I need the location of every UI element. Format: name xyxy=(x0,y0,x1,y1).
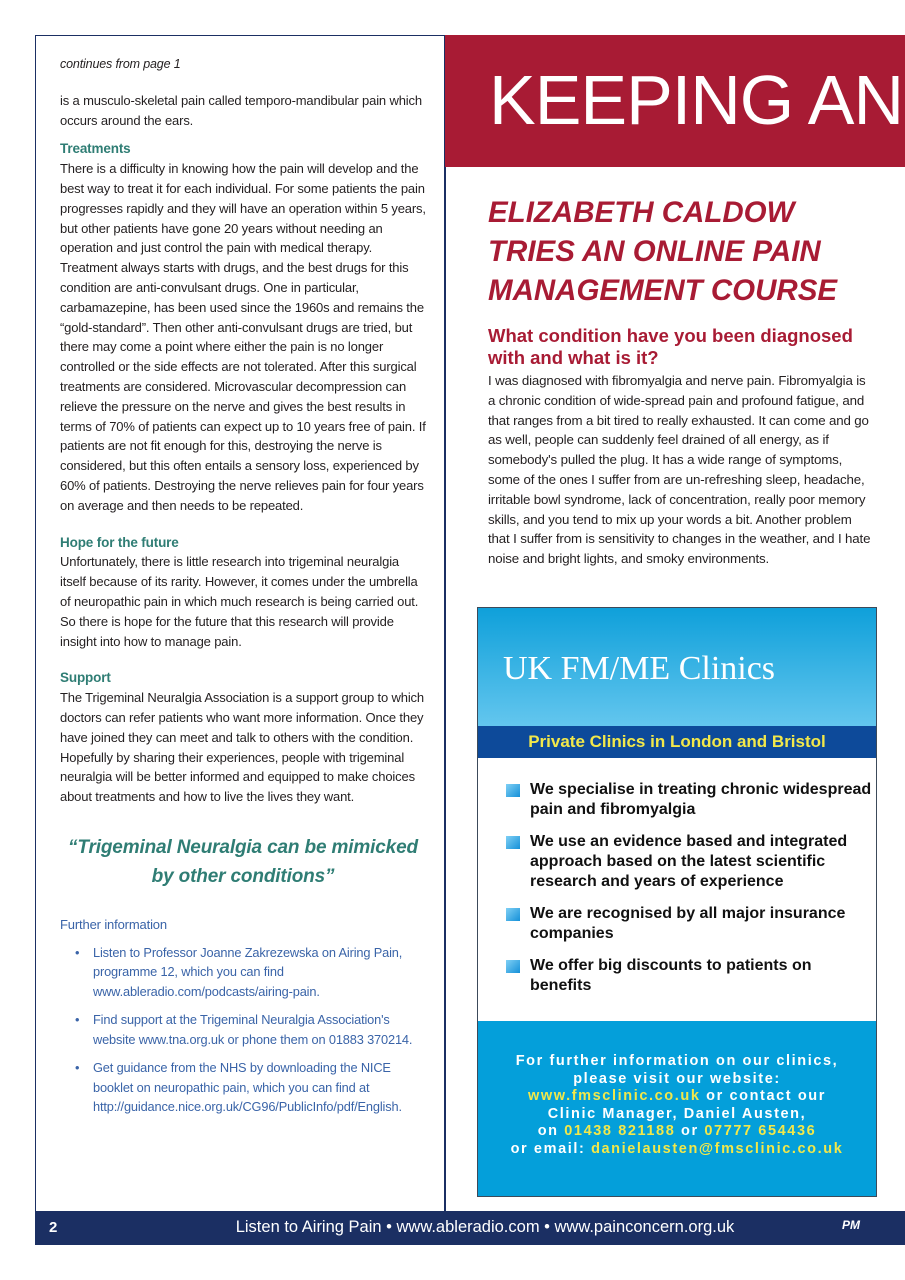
square-bullet-icon xyxy=(506,960,520,973)
column-divider xyxy=(444,35,446,1211)
further-info-list xyxy=(60,943,426,1117)
advert-bullet-text: We specialise in treating chronic widespread pain and fibromyalgia xyxy=(530,781,872,818)
article-headline: ELIZABETH CALDOW TRIES AN ONLINE PAIN MANAGEMENT COURSE xyxy=(488,196,838,307)
contact-text: or xyxy=(675,1123,705,1139)
advert-bullet xyxy=(506,904,876,944)
advert-bullet xyxy=(506,832,876,892)
section-text-support: The Trigeminal Neuralgia Association is a support group to which doctors can refer patients who want more information. Once they have joined they can meet and talk to others with the condition. Hopefully by sharing their experiences, people with trigeminal neuralgia will be better informed and equipped to make choices about treatments and how to live the lives they want. xyxy=(60,690,424,805)
contact-text: or email: xyxy=(510,1140,592,1157)
advert-bullets xyxy=(478,758,876,1021)
square-bullet-icon xyxy=(506,908,520,921)
advert-bullet xyxy=(506,780,876,820)
square-bullet-icon xyxy=(506,836,520,849)
advert-title: UK FM/ME Clinics xyxy=(478,608,876,726)
contact-line: For further information on our clinics, xyxy=(515,1053,839,1069)
further-info-item: • Find support at the Trigeminal Neuralgia Association's website www.tna.org.uk or phone them on 01883 370214. xyxy=(60,1010,426,1049)
contact-line: Clinic Manager, Daniel Austen, xyxy=(547,1105,807,1122)
contact-text: on xyxy=(537,1123,565,1139)
contact-line: or contact our xyxy=(700,1088,826,1104)
email-link[interactable]: danielausten@fmsclinic.co.uk xyxy=(591,1140,844,1157)
further-info-item: • Get guidance from the NHS by downloading the NICE booklet on neuropathic pain, which you can find at http://guidance.nice.org.uk/CG96/PublicInfo/pdf/English. xyxy=(60,1058,426,1117)
advert-bullet-text: We offer big discounts to patients on benefits xyxy=(530,957,812,994)
pull-quote: “Trigeminal Neuralgia can be mimicked by other conditions” xyxy=(68,836,418,887)
continues-note: continues from page 1 xyxy=(60,57,181,71)
phone-1: 01438 821188 xyxy=(564,1123,676,1139)
left-column xyxy=(60,55,426,1126)
contact-line: please visit our website: xyxy=(573,1070,781,1087)
pm-logo: PM xyxy=(842,1218,860,1232)
right-column xyxy=(488,193,873,569)
footer xyxy=(35,1211,905,1245)
section-banner: KEEPING AN xyxy=(445,35,905,167)
footer-text: Listen to Airing Pain • www.ableradio.com • www.painconcern.org.uk xyxy=(235,1218,735,1236)
advert-contact xyxy=(478,1021,876,1196)
further-info-item: • Listen to Professor Joanne Zakrezewska on Airing Pain, programme 12, which you can find www.ableradio.com/podcasts/airing-pain. xyxy=(60,943,426,1002)
website-link[interactable]: www.fmsclinic.co.uk xyxy=(528,1088,701,1104)
advert-bullet-text: We use an evidence based and integrated approach based on the latest scientific research and years of experience xyxy=(530,833,848,890)
section-text-hope: Unfortunately, there is little research into trigeminal neuralgia itself because of its rarity. However, it comes under the umbrella of neuropathic pain in which much research is being carried out. So there is hope for the future that this research will provide insight into how to manage pain. xyxy=(60,554,419,649)
advert-bullet-text: We are recognised by all major insurance companies xyxy=(530,905,846,942)
page-number: 2 xyxy=(49,1219,58,1236)
interview-question: What condition have you been diagnosed with and what is it? xyxy=(488,325,853,368)
advert-band: Private Clinics in London and Bristol xyxy=(478,726,876,758)
interview-answer: I was diagnosed with fibromyalgia and nerve pain. Fibromyalgia is a chronic condition of wide-spread pain and profound fatigue, and that ranges from a bit tired to really exhausted. It can come and go as well, people can suddenly feel drained of all energy, as if somebody's pulled the plug. It has a wide range of symptoms, some of the ones I suffer from are un-refreshing sleep, headache, irritable bowl syndrome, lack of concentration, really poor memory skills, and you tend to mix up your words a bit. Another problem that I suffer from is sensitivity to changes in the weather, and I hate noise and bright lights, and smoky environments. xyxy=(488,373,871,567)
further-info-heading: Further information xyxy=(60,916,167,932)
advert-bullet xyxy=(506,956,876,996)
phone-2: 07777 654436 xyxy=(704,1123,817,1139)
clinic-advert xyxy=(477,607,877,1197)
section-heading-hope: Hope for the future xyxy=(60,534,179,550)
section-text-treatments: There is a difficulty in knowing how the pain will develop and the best way to treat it for each individual. For some patients the pain progresses rapidly and they will have an operation within 5 years, but other patients have gone 20 years without needing an operation and just control the pain with medical therapy. Treatment always starts with drugs, and the best drugs for this condition are anti-convulsant drugs. One in particular, carbamazepine, has been used since the 1960s and remains the “gold-standard”. Then other anti-convulsant drugs are tried, but there may come a point where either the pain is no longer controlled or the side effects are not tolerated. After this surgical treatments are considered. Microvascular decompression can relieve the pressure on the nerve and gives the best results in terms of 70% of patients can expect up to 10 years free of pain. If patients are not fit enough for this, destroying the nerve is considered, but this often entails a sensory loss, experienced by 60% of patients. Destroying the nerve relieves pain for four years on average and then needs to be repeated. xyxy=(60,161,426,513)
section-heading-support: Support xyxy=(60,670,111,686)
square-bullet-icon xyxy=(506,784,520,797)
section-heading-treatments: Treatments xyxy=(60,141,131,157)
intro-paragraph: is a musculo-skeletal pain called temporo-mandibular pain which occurs around the ears. xyxy=(60,92,422,128)
